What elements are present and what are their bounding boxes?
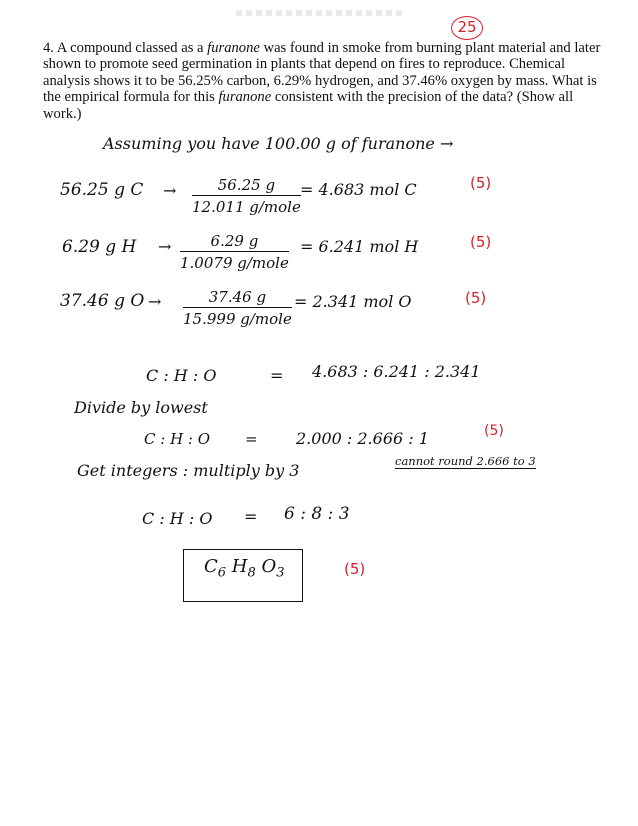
carbon-mass: 56.25 g C xyxy=(60,180,144,200)
ratio3-equals: = xyxy=(244,507,258,526)
divide-note: Divide by lowest xyxy=(74,398,208,417)
integers-note: Get integers : multiply by 3 xyxy=(77,461,300,480)
hydrogen-arrow: → xyxy=(158,237,172,256)
formula-o-subscript: 3 xyxy=(276,565,285,581)
question-number: 4. xyxy=(43,40,54,56)
carbon-result: = 4.683 mol C xyxy=(300,180,417,199)
formula-h: H xyxy=(231,556,248,577)
formula-points: (5) xyxy=(344,560,366,578)
ratio2-points: (5) xyxy=(484,423,504,439)
score-text: 25 xyxy=(457,18,477,36)
oxygen-arrow: → xyxy=(148,292,162,311)
carbon-fraction xyxy=(192,176,301,216)
ratio-equals: = xyxy=(270,366,284,385)
ratio-values: 4.683 : 6.241 : 2.341 xyxy=(312,362,481,381)
hydrogen-points: (5) xyxy=(470,233,492,251)
ratio-label: C : H : O xyxy=(146,366,217,385)
hydrogen-fraction xyxy=(180,232,289,272)
hydrogen-result: = 6.241 mol H xyxy=(300,237,419,256)
ratio3-label: C : H : O xyxy=(142,509,213,528)
term-furanone-1: furanone xyxy=(207,40,260,56)
carbon-denominator: 12.011 g/mole xyxy=(192,198,301,216)
question-text: 4. A compound classed as a furanone was found in smoke from burning plant material and later shown to promote seed germination in plants that depend on fires to reproduce. Chemical analysis shows it to be 56.25% carbon, 6.29% hydrogen, and 37.46% oxygen by mass. What is the empirical formula for this furanone consistent with the precision of the data? (Show all work.) xyxy=(43,40,601,122)
ratio2-equals: = xyxy=(245,430,258,448)
carbon-arrow: → xyxy=(163,181,177,200)
assumption-note: Assuming you have 100.00 g of furanone → xyxy=(103,134,454,153)
round-note: cannot round 2.666 to 3 xyxy=(395,454,536,468)
formula-h-subscript: 8 xyxy=(247,565,256,581)
scan-artifact xyxy=(236,10,406,16)
carbon-points: (5) xyxy=(470,174,492,192)
formula-c-subscript: 6 xyxy=(217,565,227,581)
oxygen-mass: 37.46 g O xyxy=(60,291,145,311)
oxygen-numerator: 37.46 g xyxy=(183,288,292,308)
carbon-numerator: 56.25 g xyxy=(192,176,301,196)
hydrogen-numerator: 6.29 g xyxy=(180,232,289,252)
oxygen-denominator: 15.999 g/mole xyxy=(183,310,292,328)
formula-o: O xyxy=(261,556,277,577)
oxygen-fraction xyxy=(183,288,292,328)
oxygen-result: = 2.341 mol O xyxy=(294,292,412,311)
formula-c: C xyxy=(204,556,218,577)
hydrogen-denominator: 1.0079 g/mole xyxy=(180,254,289,272)
empirical-formula xyxy=(204,557,285,584)
term-furanone-2: furanone xyxy=(218,89,272,106)
ratio3-values: 6 : 8 : 3 xyxy=(284,504,350,524)
ratio2-values: 2.000 : 2.666 : 1 xyxy=(296,429,429,448)
hydrogen-mass: 6.29 g H xyxy=(62,237,137,257)
oxygen-points: (5) xyxy=(465,289,487,307)
ratio2-label: C : H : O xyxy=(144,430,211,448)
